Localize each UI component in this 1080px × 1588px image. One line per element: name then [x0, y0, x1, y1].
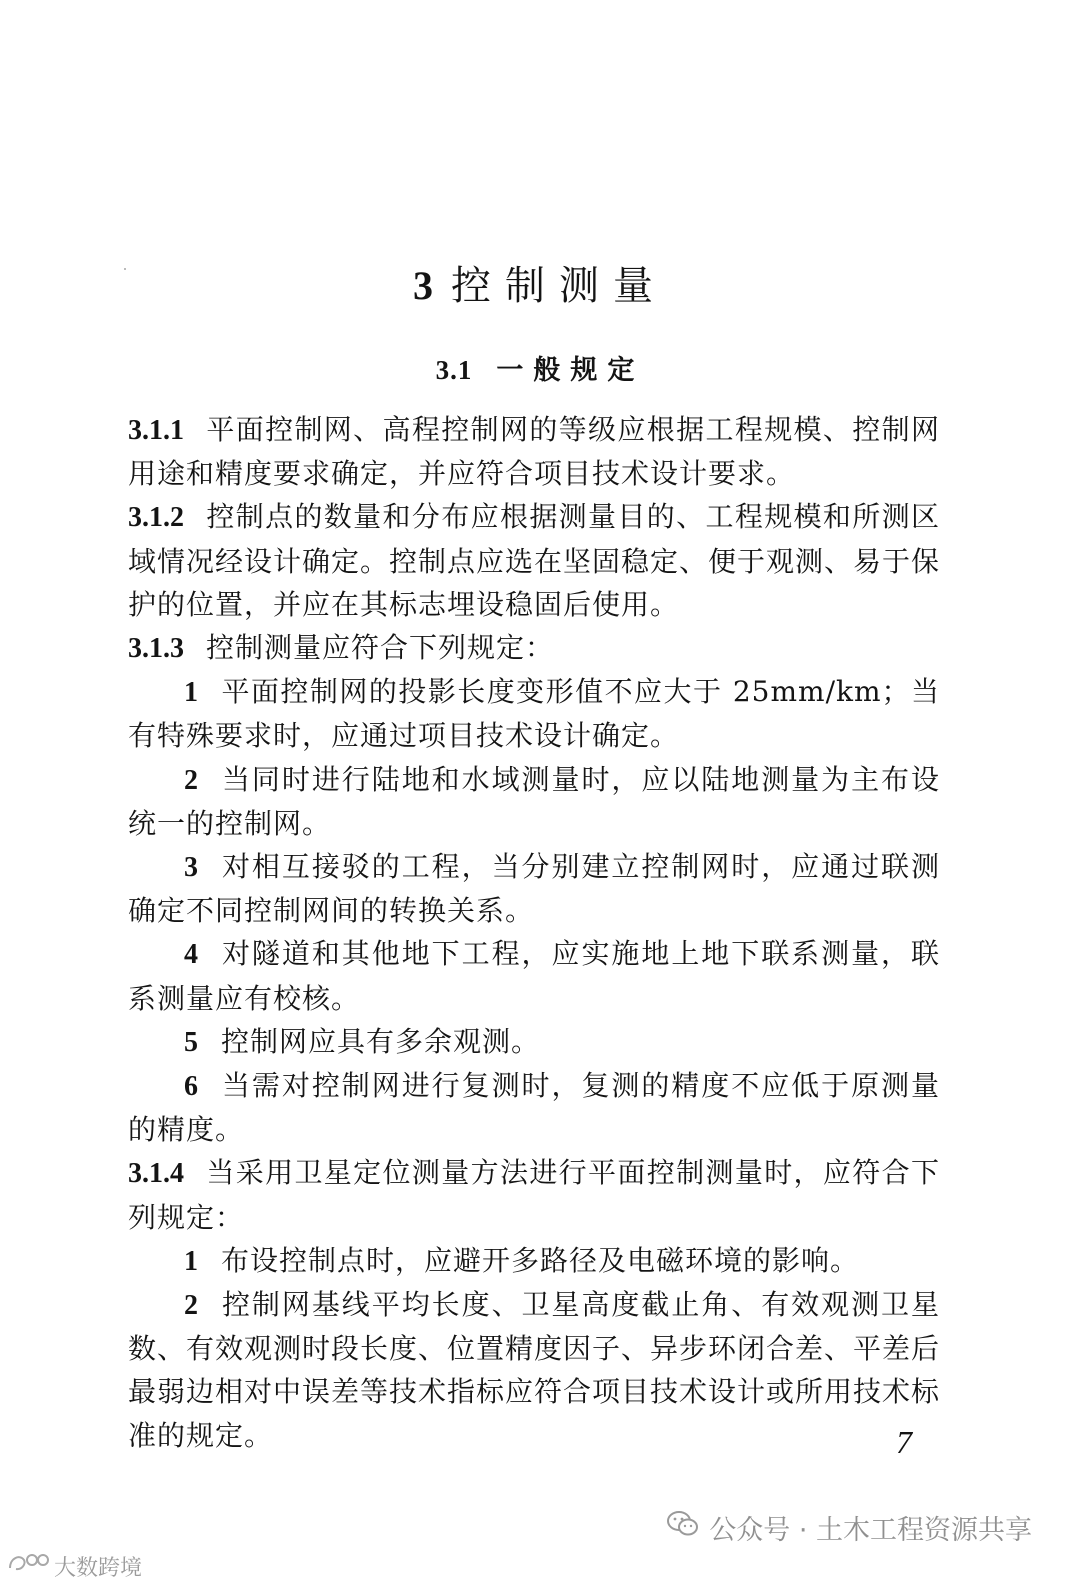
chapter-title: 控制测量	[451, 263, 667, 309]
clause-item	[128, 1283, 940, 1457]
chapter-number: 3	[413, 263, 433, 308]
item-number: 2	[184, 1290, 199, 1322]
chapter-heading	[0, 254, 1080, 311]
clause-3-1-3	[128, 626, 940, 670]
item-number: 1	[184, 1245, 199, 1277]
item-text: 对相互接驳的工程，当分别建立控制网时，应通过联测确定不同控制网间的转换关系。	[128, 850, 940, 928]
clause-text: 控制点的数量和分布应根据测量目的、工程规模和所测区域情况经设计确定。控制点应选在坚固稳定、便于观测、易于保护的位置，并应在其标志埋设稳固后使用。	[128, 500, 941, 621]
item-number: 4	[184, 939, 199, 971]
clause-3-1-4	[128, 1151, 940, 1238]
clause-text: 平面控制网、高程控制网的等级应根据工程规模、控制网用途和精度要求确定，并应符合项目技术设计要求。	[128, 413, 940, 491]
clause-number: 3.1.4	[128, 1158, 184, 1190]
section-title: 一般规定	[496, 355, 645, 386]
clause-item	[128, 1020, 940, 1064]
item-number: 6	[184, 1071, 199, 1103]
clause-item	[128, 932, 940, 1019]
clause-item	[128, 758, 940, 845]
clause-number: 3.1.2	[128, 502, 184, 534]
clause-3-1-2	[128, 495, 940, 626]
item-text: 控制网基线平均长度、卫星高度截止角、有效观测卫星数、有效观测时段长度、位置精度因子、异步环闭合差、平差后最弱边相对中误差等技术指标应符合项目技术设计或所用技术标准的规定。	[128, 1288, 941, 1452]
brand-logo-icon	[6, 1550, 50, 1582]
wechat-account-label: 公众号 · 土木工程资源共享	[709, 1515, 1032, 1546]
item-text: 布设控制点时，应避开多路径及电磁环境的影响。	[221, 1243, 860, 1277]
item-text: 平面控制网的投影长度变形值不应大于 25mm/km；当有特殊要求时，应通过项目技术设计确定。	[128, 675, 940, 753]
clause-text: 当采用卫星定位测量方法进行平面控制测量时，应符合下列规定：	[128, 1156, 940, 1234]
item-text: 控制网应具有多余观测。	[221, 1024, 541, 1058]
clause-item	[128, 670, 940, 757]
clause-item	[128, 1064, 940, 1151]
item-number: 5	[184, 1026, 199, 1058]
clause-item	[128, 845, 940, 932]
clauses-body	[128, 408, 940, 1457]
section-heading	[0, 348, 1080, 387]
clause-number: 3.1.1	[128, 415, 184, 446]
item-text: 当需对控制网进行复测时，复测的精度不应低于原测量的精度。	[128, 1069, 940, 1147]
wechat-icon	[667, 1510, 699, 1545]
item-number: 3	[184, 852, 199, 884]
clause-number: 3.1.3	[128, 633, 184, 665]
wechat-watermark	[667, 1508, 1032, 1547]
clause-3-1-1	[128, 408, 940, 495]
item-text: 对隧道和其他地下工程，应实施地上地下联系测量，联系测量应有校核。	[128, 937, 940, 1015]
brand-label: 大数跨境	[54, 1555, 143, 1581]
page-number: 7	[896, 1424, 912, 1460]
section-number: 3.1	[435, 355, 473, 385]
item-number: 1	[184, 677, 199, 709]
brand-watermark	[6, 1550, 142, 1582]
item-text: 当同时进行陆地和水域测量时，应以陆地测量为主布设统一的控制网。	[128, 762, 940, 840]
clause-text: 控制测量应符合下列规定：	[206, 631, 555, 665]
clause-item	[128, 1239, 940, 1283]
item-number: 2	[184, 764, 199, 796]
